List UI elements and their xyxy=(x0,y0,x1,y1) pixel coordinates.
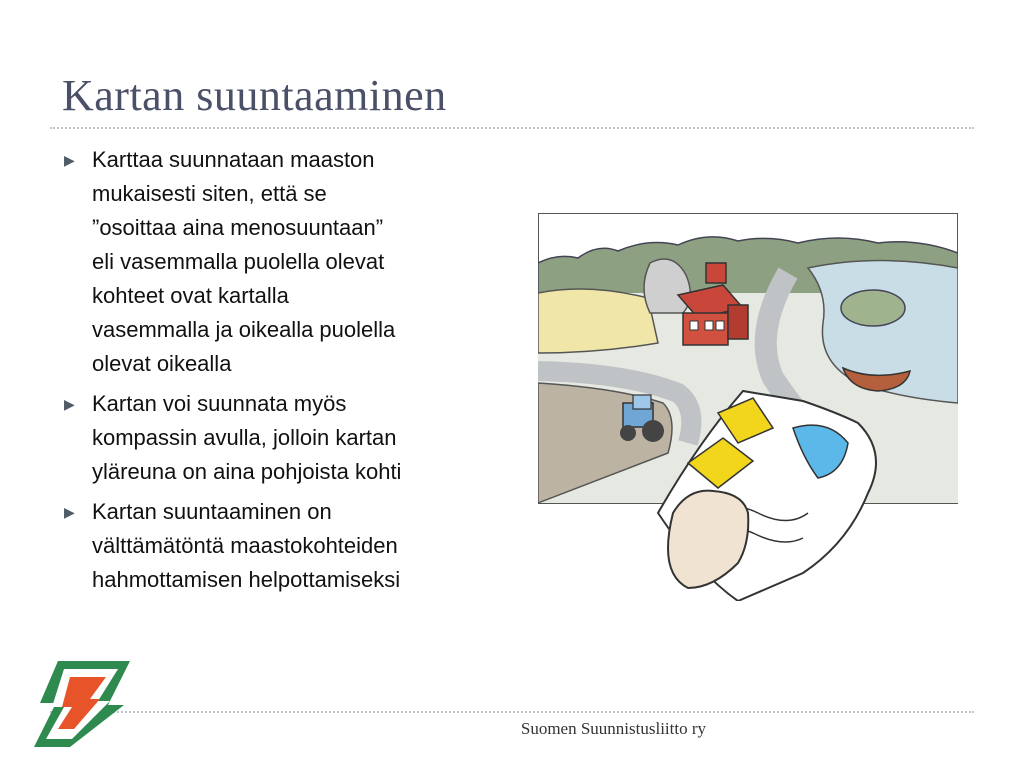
triangle-right-icon: ▶ xyxy=(64,396,75,412)
bullet-list xyxy=(62,143,502,603)
footer-divider xyxy=(50,711,974,713)
slide-title: Kartan suuntaaminen xyxy=(62,71,447,120)
bullet-text: Kartan voi suunnata myös kompassin avulla, jolloin kartan yläreuna on aina pohjoista kohti xyxy=(92,391,402,484)
suunnistusliitto-logo xyxy=(28,655,136,751)
triangle-right-icon: ▶ xyxy=(64,152,75,168)
bullet-text: Karttaa suunnataan maaston mukaisesti siten, että se ”osoittaa aina menosuuntaan” eli vasemmalla puolella olevat kohteet ovat kartalla vasemmalla ja oikealla puolella olevat oikealla xyxy=(92,147,396,376)
bullet-item xyxy=(62,495,502,597)
triangle-right-icon: ▶ xyxy=(64,504,75,520)
map-orienting-illustration xyxy=(538,213,958,601)
bullet-item xyxy=(62,143,502,381)
title-divider xyxy=(50,127,974,129)
footer-text: Suomen Suunnistusliitto ry xyxy=(520,719,706,738)
bullet-item xyxy=(62,387,502,489)
bullet-text: Kartan suuntaaminen on välttämätöntä maastokohteiden hahmottamisen helpottamiseksi xyxy=(92,499,401,592)
